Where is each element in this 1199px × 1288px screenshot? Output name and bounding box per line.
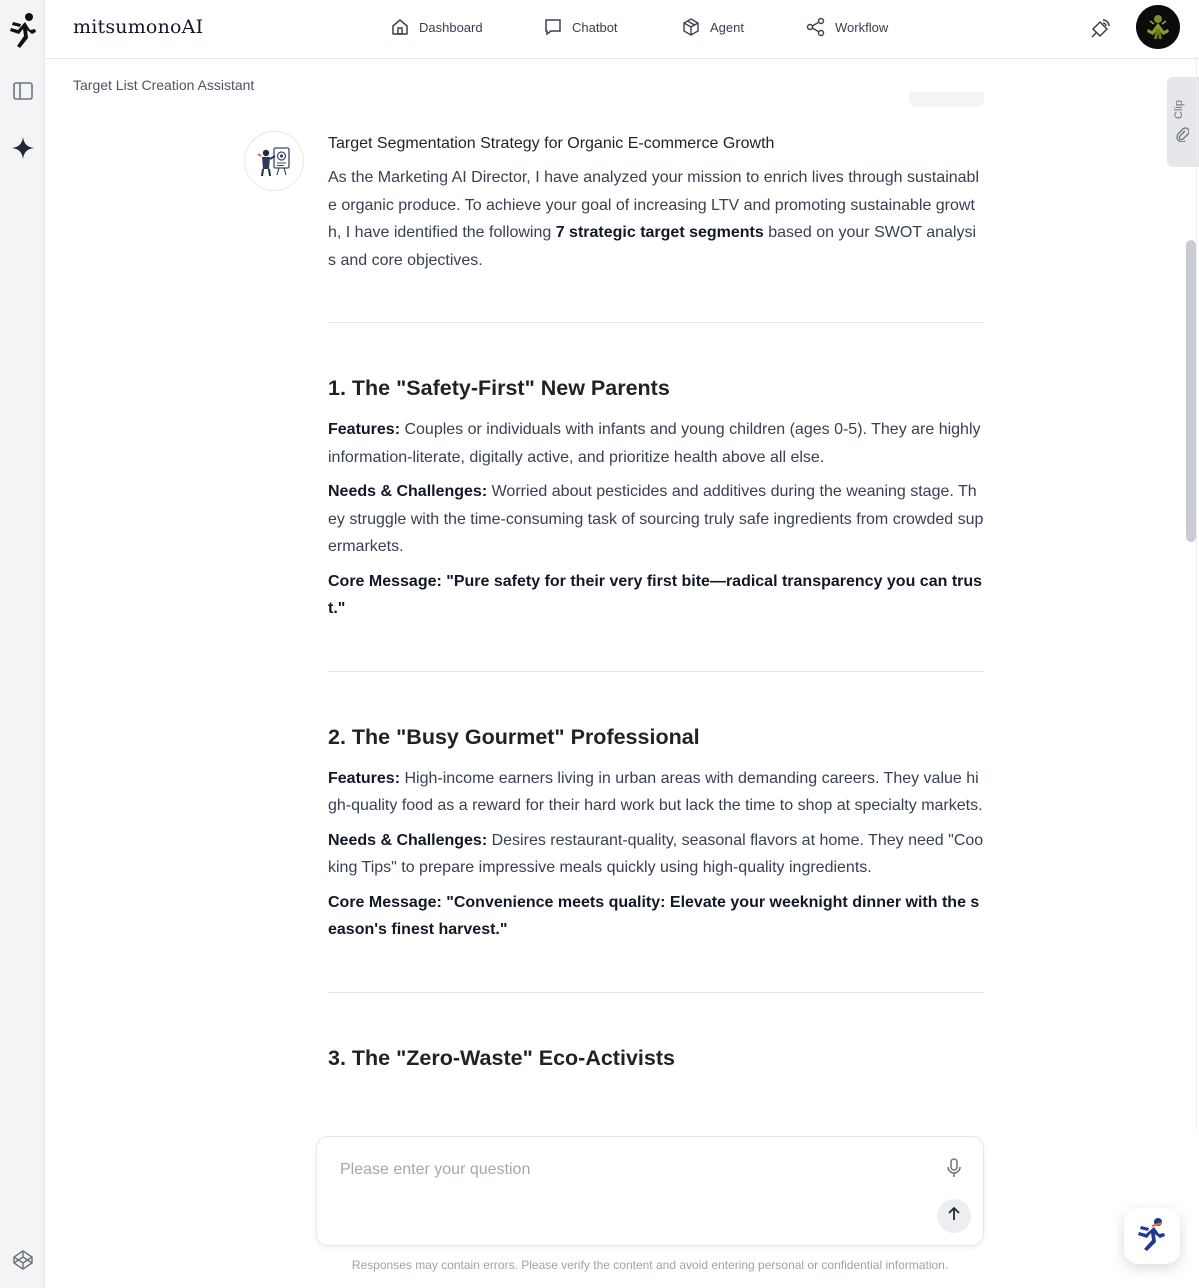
nav-agent[interactable]	[681, 17, 744, 37]
divider	[328, 671, 984, 672]
runner-mascot-icon	[1132, 1214, 1172, 1259]
disclaimer-text: Responses may contain errors. Please verify the content and avoid entering personal or confidential information.	[351, 1258, 949, 1272]
satellite-icon[interactable]	[1088, 17, 1112, 46]
needs-text: Desires restaurant-quality, seasonal flavors at home. They need "Cooking Tips" to prepare impressive meals quickly using high-quality ingredients.	[328, 831, 984, 876]
segment-heading: 1. The "Safety-First" New Parents	[328, 376, 670, 400]
segment-core-message: Core Message: "Pure safety for their very first bite—radical transparency you can trust."	[328, 572, 983, 617]
nav-dashboard-label: Dashboard	[419, 19, 483, 35]
segment-section	[328, 722, 984, 944]
paperclip-icon[interactable]	[1175, 126, 1189, 147]
top-bar	[45, 0, 1199, 59]
segment-needs	[328, 478, 984, 561]
brand-name[interactable]: mitsumonoAI	[73, 16, 204, 38]
intro-text-bold: 7 strategic target segments	[555, 224, 764, 241]
segment-heading: 2. The "Busy Gourmet" Professional	[328, 724, 700, 749]
nav-agent-label: Agent	[710, 19, 744, 35]
clip-tab[interactable]	[1167, 77, 1199, 167]
arrow-up-icon	[945, 1205, 963, 1228]
home-icon	[390, 17, 410, 37]
chat-bubble-icon	[543, 17, 563, 37]
sidebar-toggle-icon[interactable]	[0, 80, 45, 102]
share-nodes-icon	[806, 17, 826, 37]
left-rail	[0, 0, 45, 1288]
needs-label: Needs & Challenges:	[328, 831, 488, 849]
features-label: Features:	[328, 421, 401, 438]
microphone-icon[interactable]	[944, 1157, 964, 1184]
message-intro	[328, 164, 984, 274]
cube-icon	[681, 17, 701, 37]
user-avatar[interactable]	[1136, 5, 1180, 49]
features-text: High-income earners living in urban areas with demanding careers. They value high-quality food as a reward for their hard work but lack the time to shop at specialty markets.	[328, 769, 983, 814]
nav-chatbot[interactable]	[543, 17, 618, 37]
previous-message-edge	[909, 92, 984, 107]
nav-workflow[interactable]	[806, 17, 888, 37]
message-title: Target Segmentation Strategy for Organic E-commerce Growth	[328, 135, 775, 152]
nav-workflow-label: Workflow	[835, 19, 889, 35]
question-input[interactable]	[340, 1157, 900, 1183]
sparkle-icon[interactable]	[0, 136, 45, 160]
page-title: Target List Creation Assistant	[73, 77, 255, 93]
logo-runner-icon[interactable]	[0, 12, 45, 50]
segment-core-message: Core Message: "Convenience meets quality: Elevate your weeknight dinner with the season's finest harvest."	[328, 893, 980, 938]
assistant-avatar	[244, 131, 304, 191]
nav-dashboard[interactable]	[390, 17, 483, 37]
needs-label: Needs & Challenges:	[328, 483, 488, 500]
clip-label[interactable]: Clip	[1173, 100, 1185, 119]
intro-text-pre: As the Marketing AI Director, I have analyzed your mission to enrich lives through sustainable organic produce. To achieve your goal of increasing LTV and promoting sustainable growth, I have identified the following	[328, 169, 979, 241]
codepen-icon[interactable]	[0, 1249, 45, 1271]
scrollbar-thumb[interactable]	[1186, 240, 1196, 542]
segment-section	[328, 373, 984, 623]
send-button[interactable]	[937, 1199, 971, 1233]
segment-features	[328, 765, 984, 820]
divider	[328, 992, 984, 993]
intro-text-post: based on your SWOT analysis and core objectives.	[328, 224, 977, 269]
chat-composer	[316, 1136, 984, 1246]
segment-needs	[328, 827, 984, 882]
needs-text: Worried about pesticides and additives during the weaning stage. They struggle with the time-consuming task of sourcing truly safe ingredients from crowded supermarkets.	[328, 483, 984, 555]
features-label: Features:	[328, 769, 401, 787]
segment-heading: 3. The "Zero-Waste" Eco-Activists	[328, 1045, 675, 1070]
divider	[328, 322, 984, 323]
features-text: Couples or individuals with infants and young children (ages 0-5). They are highly information-literate, digitally active, and prioritize health above all else.	[328, 421, 981, 466]
segment-features	[328, 416, 984, 471]
assistant-message	[328, 130, 984, 1073]
assistant-fab-button[interactable]	[1124, 1208, 1180, 1264]
scrollbar-track[interactable]	[1196, 59, 1197, 1129]
nav-chatbot-label: Chatbot	[572, 19, 618, 35]
